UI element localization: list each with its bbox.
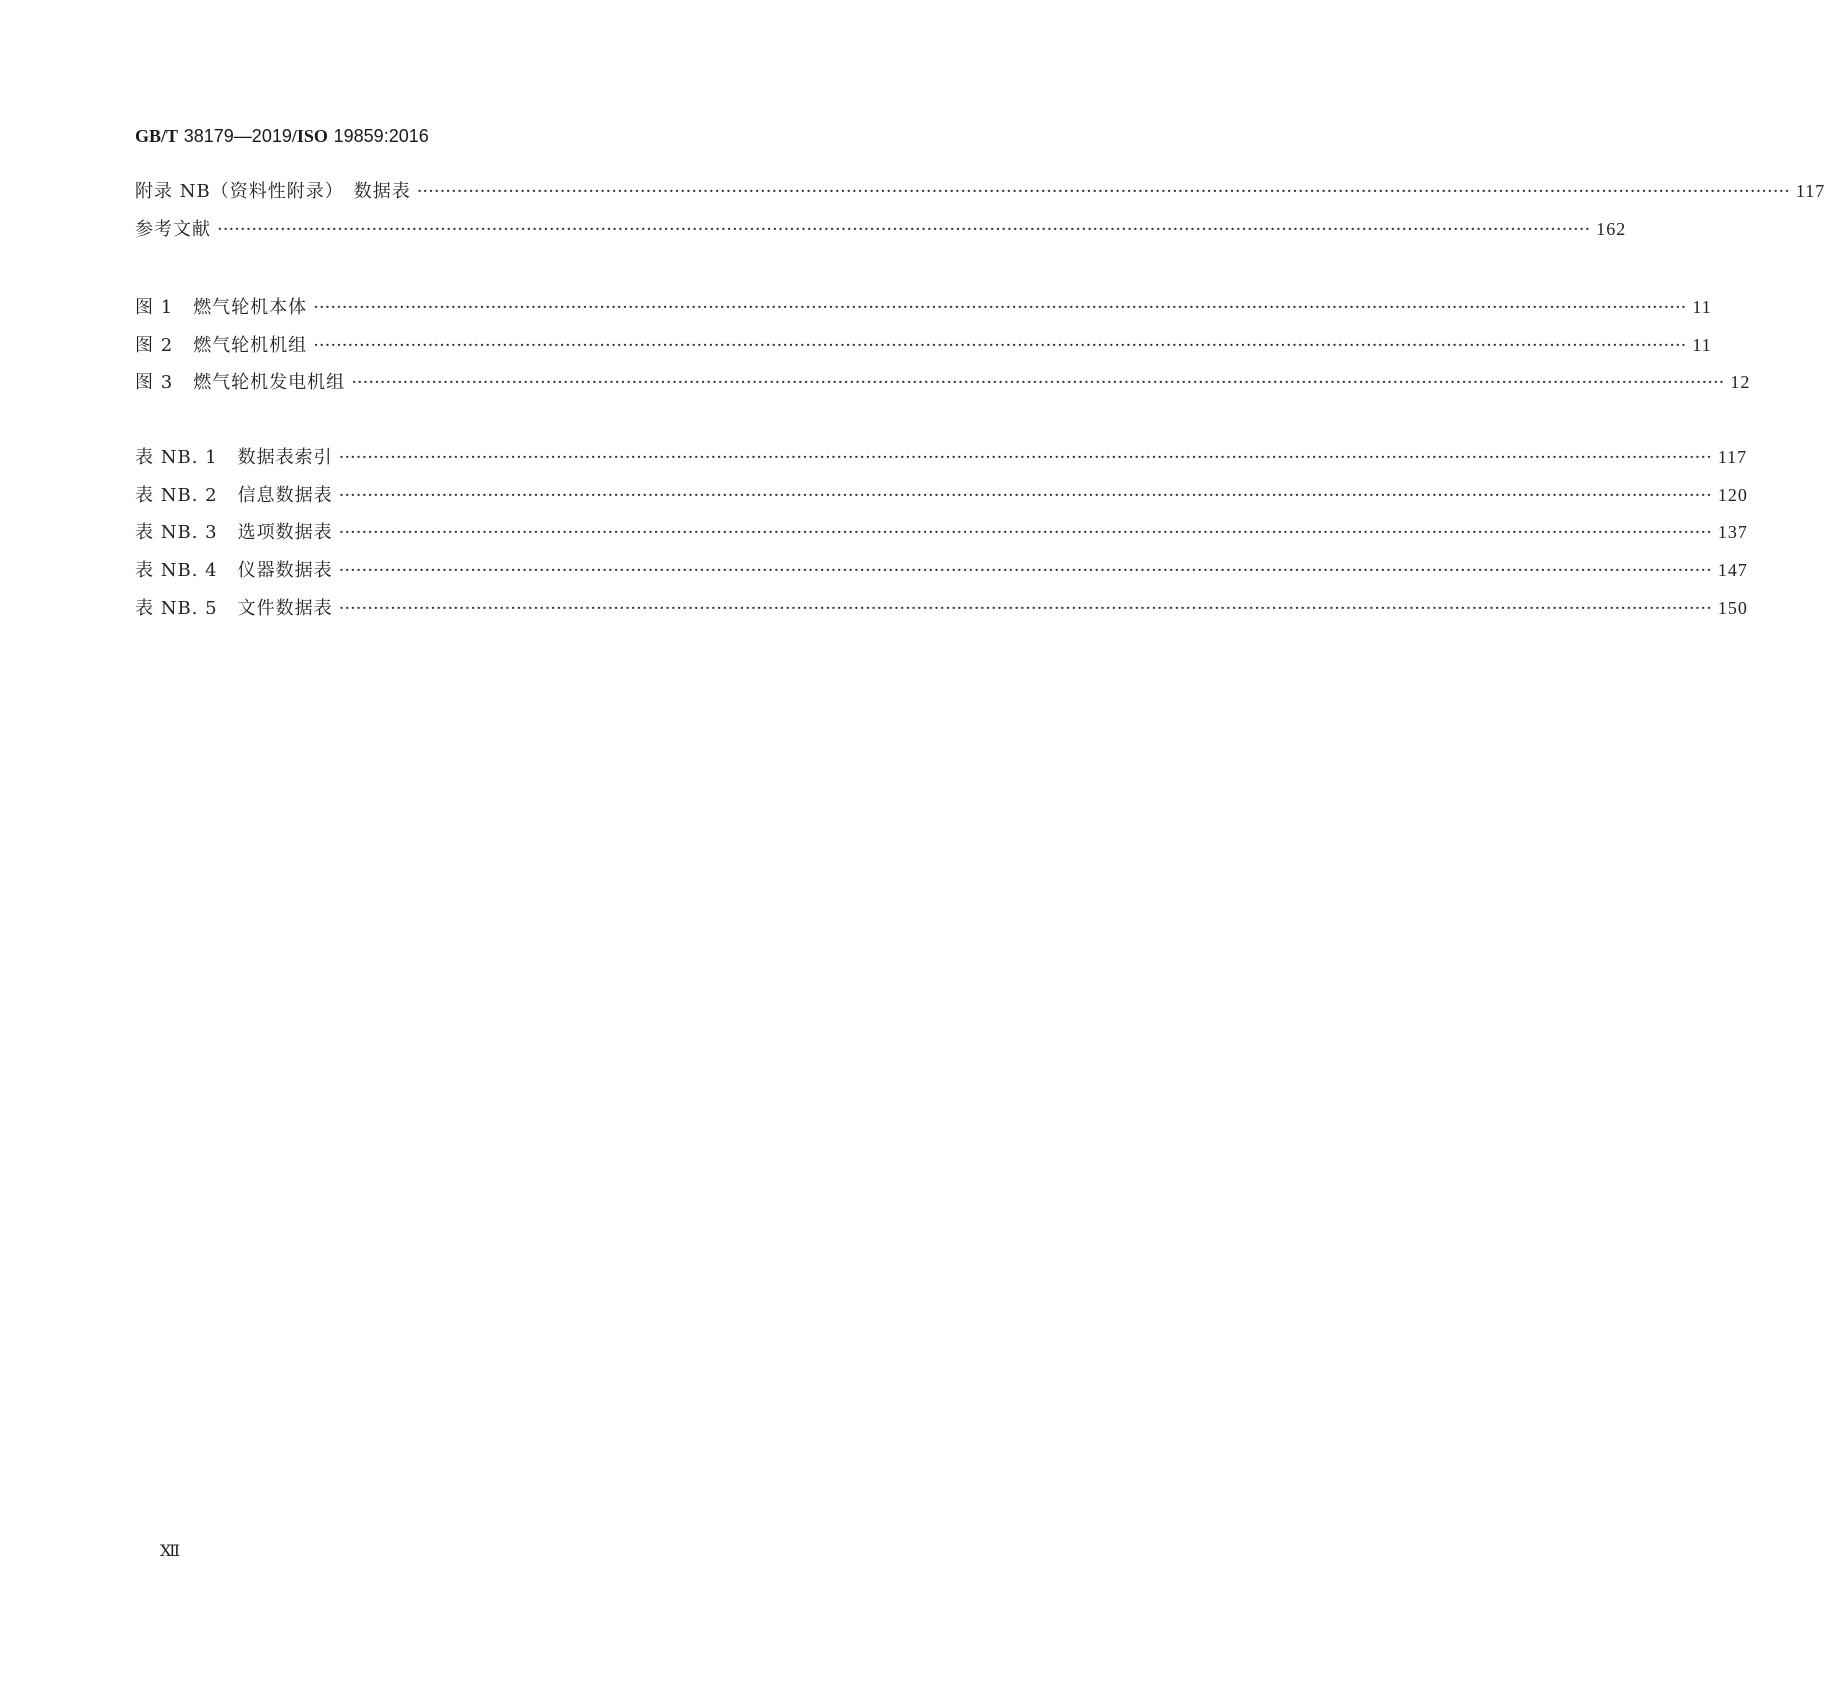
table-number: 表 NB. 1 — [135, 447, 218, 468]
toc-entry-page: 150 — [1717, 597, 1748, 618]
leader-dots: ················································································································································································································································ — [338, 560, 1712, 582]
table-number: 表 NB. 4 — [135, 560, 218, 582]
table-title: 数据表索引 — [237, 447, 333, 468]
toc-entry-page: 11 — [1692, 297, 1712, 317]
toc-tables-section — [135, 446, 1748, 634]
leader-dots: ················································································································································································································································ — [217, 218, 1591, 240]
document-header: GB/T 38179—2019/ISO 19859:2016 — [135, 126, 429, 146]
toc-entry-page: 11 — [1692, 334, 1712, 355]
page-number: Ⅻ — [160, 1543, 181, 1560]
toc-entry-table-nb4[interactable] — [135, 559, 1748, 597]
toc-entry-table-nb1[interactable] — [135, 446, 1748, 484]
figure-title: 燃气轮机发电机组 — [193, 372, 346, 394]
leader-dots: ················································································································································································································································ — [313, 297, 1687, 318]
toc-main-section — [135, 180, 1825, 255]
table-title: 文件数据表 — [237, 597, 333, 619]
leader-dots: ················································································································································································································································ — [351, 372, 1725, 394]
table-title: 选项数据表 — [237, 522, 333, 544]
toc-entry-page: 147 — [1717, 560, 1748, 581]
toc-entry-label: 参考文献 — [135, 218, 211, 240]
iso-number: 19859:2016 — [333, 126, 429, 146]
toc-entry-page: 137 — [1717, 522, 1748, 543]
toc-entry-table-nb3[interactable] — [135, 521, 1748, 559]
toc-figures-section — [135, 296, 1751, 409]
table-number: 表 NB. 5 — [135, 597, 218, 619]
table-title: 信息数据表 — [237, 484, 333, 506]
table-title: 仪器数据表 — [237, 560, 333, 582]
toc-entry-label: 附录 NB（资料性附录） 数据表 — [135, 181, 411, 202]
toc-entry-figure-3[interactable] — [135, 371, 1751, 409]
leader-dots: ················································································································································································································································ — [416, 181, 1790, 202]
leader-dots: ················································································································································································································································ — [338, 597, 1712, 619]
toc-entry-page: 162 — [1596, 218, 1627, 239]
table-number: 表 NB. 3 — [135, 522, 218, 544]
iso-prefix: ISO — [296, 126, 328, 146]
toc-entry-bibliography[interactable] — [135, 218, 1627, 256]
toc-entry-page: 117 — [1717, 447, 1748, 467]
toc-entry-table-nb2[interactable] — [135, 484, 1748, 522]
toc-entry-appendix-nb[interactable] — [135, 180, 1825, 218]
figure-title: 燃气轮机本体 — [193, 297, 308, 318]
toc-entry-figure-2[interactable] — [135, 334, 1712, 372]
leader-dots: ················································································································································································································································ — [338, 447, 1712, 468]
toc-entry-table-nb5[interactable] — [135, 597, 1748, 635]
leader-dots: ················································································································································································································································ — [338, 522, 1712, 544]
leader-dots: ················································································································································································································································ — [338, 484, 1712, 506]
toc-entry-page: 12 — [1730, 372, 1751, 393]
toc-entry-figure-1[interactable] — [135, 296, 1712, 334]
toc-entry-page: 117 — [1795, 181, 1825, 201]
figure-number: 图 2 — [135, 334, 174, 356]
figure-number: 图 1 — [135, 297, 174, 318]
standard-code: GB/T — [135, 126, 179, 146]
table-number: 表 NB. 2 — [135, 484, 218, 506]
figure-title: 燃气轮机机组 — [193, 334, 308, 356]
figure-number: 图 3 — [135, 372, 174, 394]
leader-dots: ················································································································································································································································ — [313, 334, 1687, 356]
standard-number: 38179—2019 — [183, 126, 292, 146]
toc-entry-page: 120 — [1717, 484, 1748, 505]
